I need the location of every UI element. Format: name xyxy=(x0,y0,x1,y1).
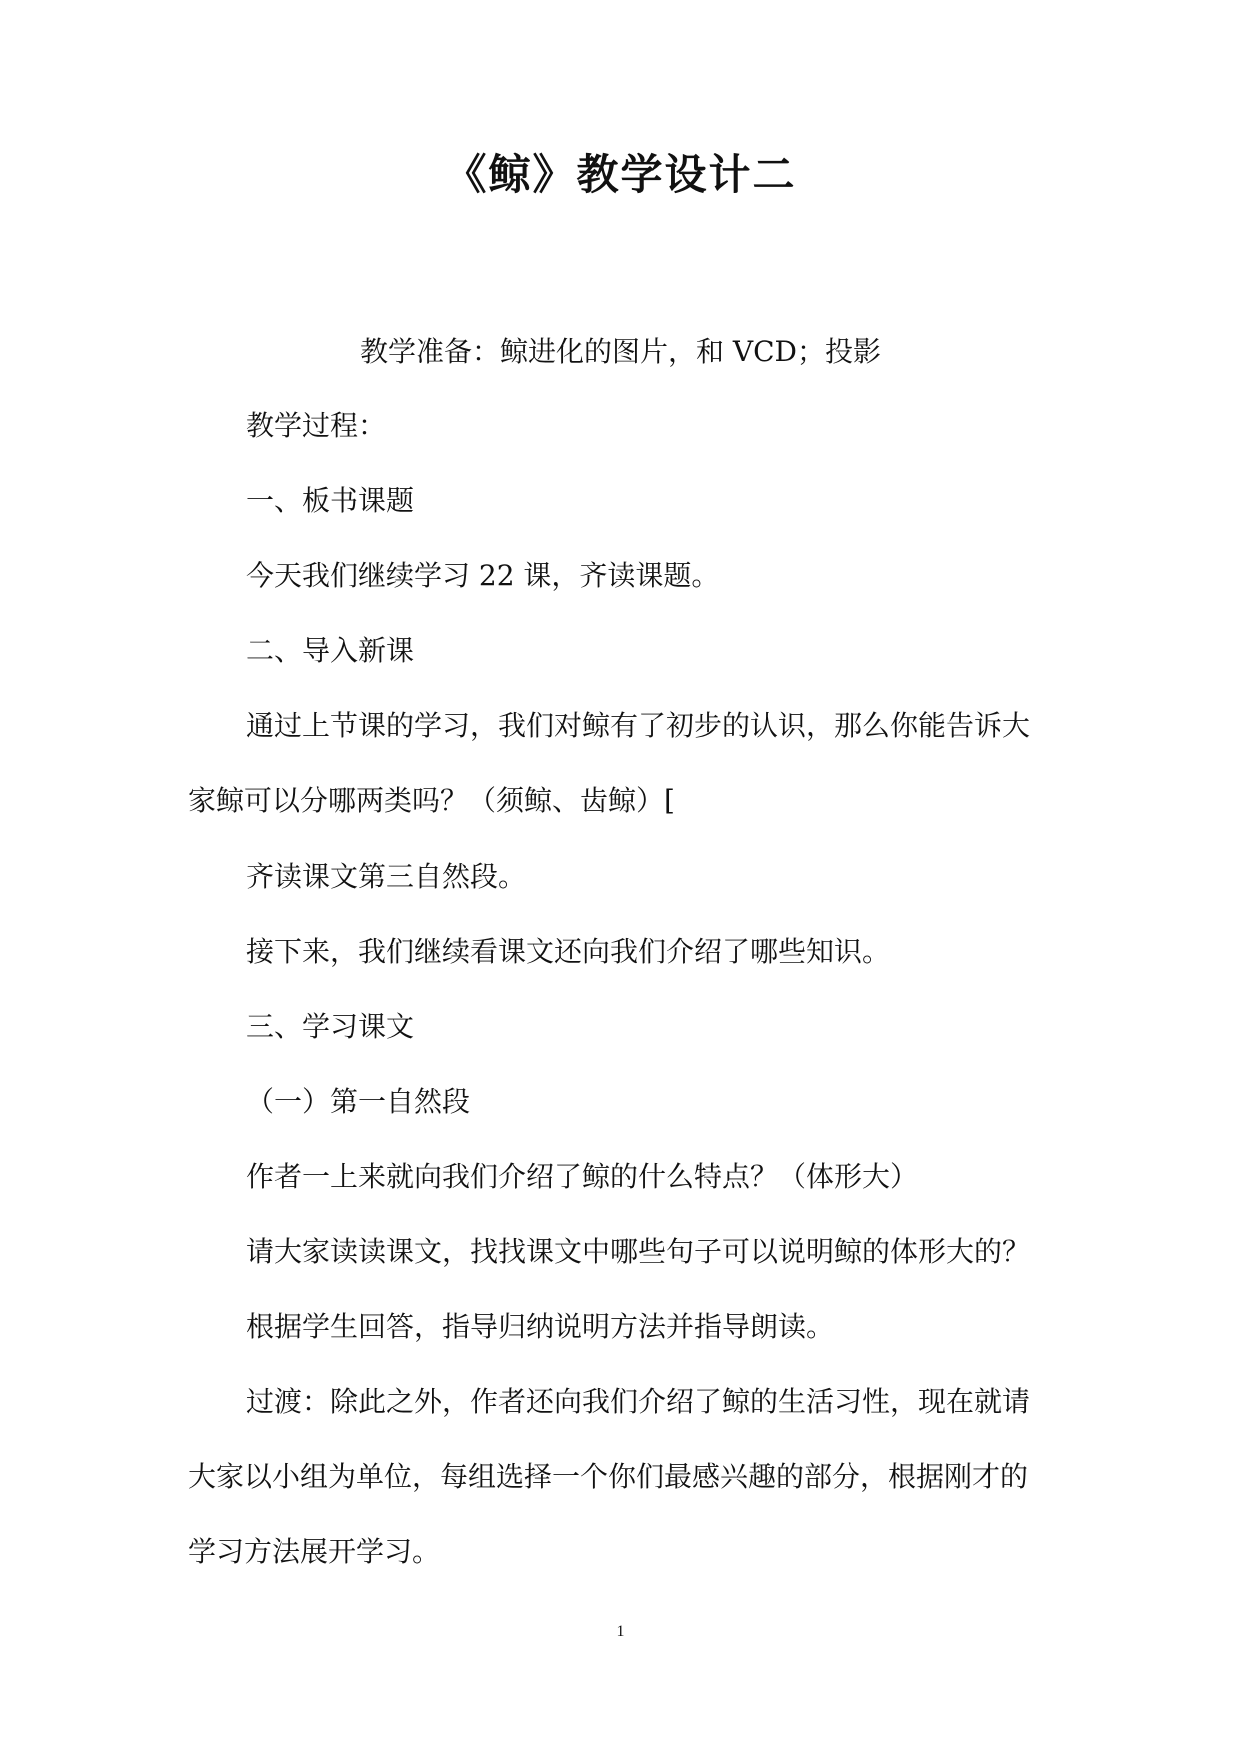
paragraph-continuation: 家鲸可以分哪两类吗？（须鲸、齿鲸）[ xyxy=(188,784,675,817)
paragraph: 根据学生回答，指导归纳说明方法并指导朗读。 xyxy=(246,1310,835,1343)
section-heading-2: 二、导入新课 xyxy=(246,634,415,667)
paragraph: 齐读课文第三自然段。 xyxy=(246,860,527,893)
paragraph: 通过上节课的学习，我们对鲸有了初步的认识，那么你能告诉大 xyxy=(246,709,1031,742)
paragraph: 作者一上来就向我们介绍了鲸的什么特点？（体形大） xyxy=(246,1160,919,1193)
paragraph: 请大家读读课文，找找课文中哪些句子可以说明鲸的体形大的？ xyxy=(246,1235,1031,1268)
subsection-heading: （一）第一自然段 xyxy=(246,1085,471,1118)
paragraph: 今天我们继续学习 22 课，齐读课题。 xyxy=(246,559,720,592)
paragraph-process-heading: 教学过程： xyxy=(246,409,387,442)
paragraph-continuation: 大家以小组为单位，每组选择一个你们最感兴趣的部分，根据刚才的 xyxy=(188,1460,1029,1493)
paragraph: 过渡：除此之外，作者还向我们介绍了鲸的生活习性，现在就请 xyxy=(246,1385,1031,1418)
page-number: 1 xyxy=(616,1623,625,1640)
section-heading-3: 三、学习课文 xyxy=(246,1010,415,1043)
section-heading-1: 一、板书课题 xyxy=(246,484,415,517)
document-title: 《鲸》教学设计二 xyxy=(444,150,797,199)
paragraph-continuation: 学习方法展开学习。 xyxy=(188,1535,441,1568)
preparation-line: 教学准备：鲸进化的图片，和 VCD；投影 xyxy=(360,335,881,368)
paragraph: 接下来，我们继续看课文还向我们介绍了哪些知识。 xyxy=(246,935,891,968)
